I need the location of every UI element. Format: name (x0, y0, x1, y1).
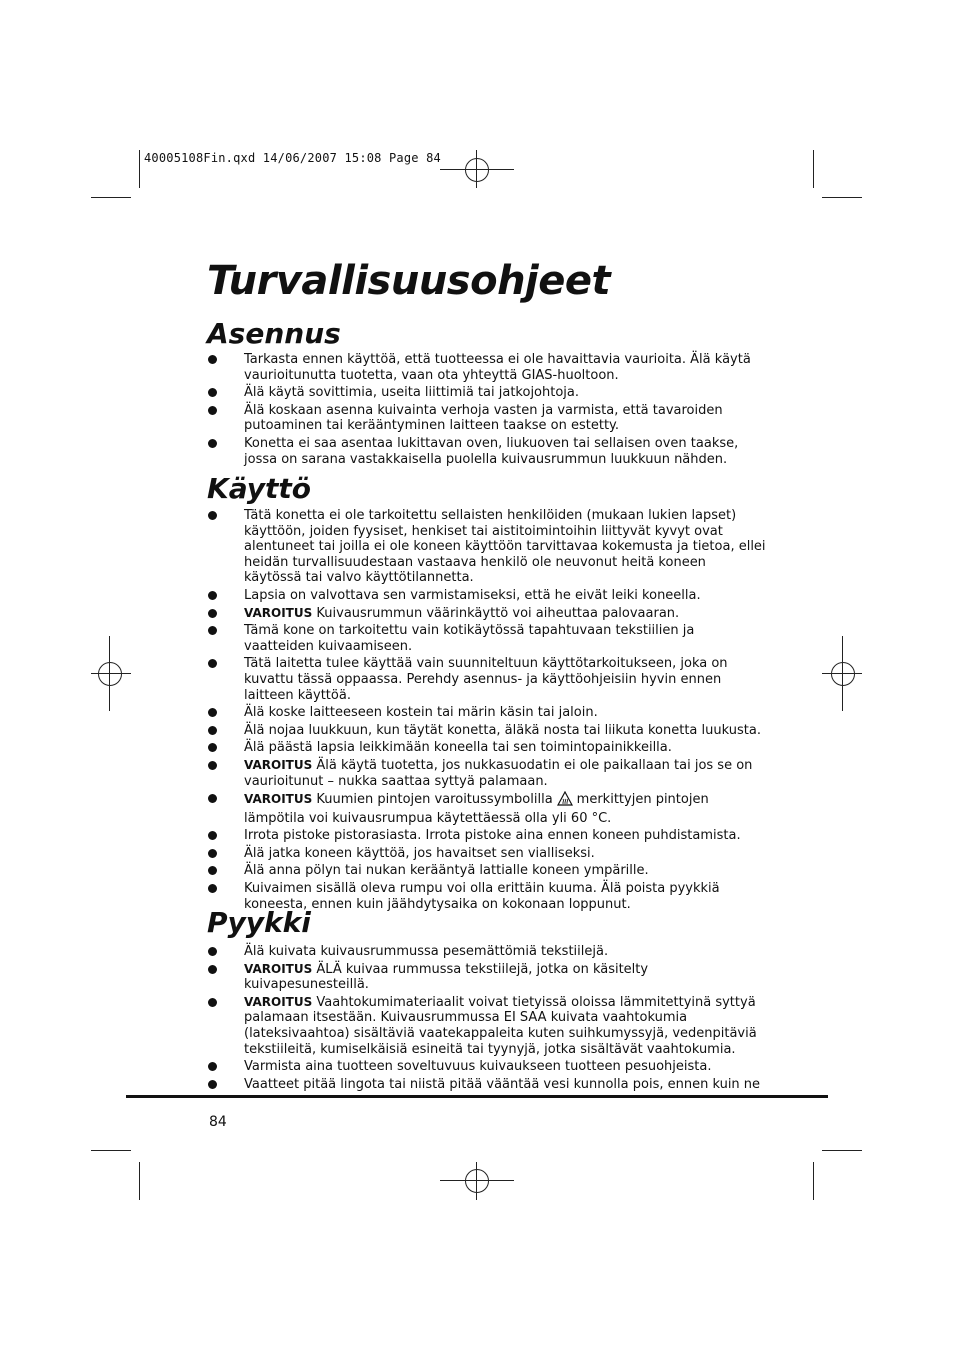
crop-mark (822, 1150, 862, 1151)
registration-mark-icon (465, 158, 489, 182)
item-text: Kuivausrummun väärinkäyttö voi aiheuttaa palovaaran. (316, 605, 680, 621)
warning-keyword: VAROITUS (244, 757, 313, 772)
crop-mark (813, 1162, 814, 1200)
list-item (207, 1077, 767, 1093)
page-title: Turvallisuusohjeet (207, 258, 611, 304)
crop-mark (813, 150, 814, 188)
crop-mark (91, 673, 131, 674)
bullet-icon (208, 743, 217, 752)
list-item (207, 758, 767, 789)
list-kaytto (207, 508, 767, 914)
item-text: Konetta ei saa asentaa lukittavan oven, liukuoven tai sellaisen oven taakse, jossa on sarana vastakkaisella puolella kuivausrummun luukkuun nähden. (244, 435, 739, 467)
list-item (207, 962, 767, 993)
list-item (207, 846, 767, 862)
crop-mark (476, 1162, 477, 1200)
item-text: Vaahtokumimateriaalit voivat tietyissä oloissa lämmitettyinä syttyä palamaan itsestään. Kuivausrummussa EI SAA kuivata vaahtokumia (lateksivaahtoa) sisältäviä vaatekappaleita kuten suihkumyssyjä, vedenpitäviä tekstiileitä, kumiselkäisiä esineitä tai tyynyjä, jotka sisältävät vaahtokumia. (244, 994, 757, 1057)
list-pyykki (207, 944, 767, 1094)
crop-mark (822, 673, 862, 674)
registration-mark-icon (98, 662, 122, 686)
item-text: Kuivaimen sisällä oleva rumpu voi olla erittäin kuuma. Älä poista pyykkiä koneesta, ennen kuin jäähdytysaika on kokonaan loppunut. (244, 881, 720, 912)
item-text: Älä päästä lapsia leikkimään koneella tai sen toimintopainikkeilla. (244, 740, 672, 756)
list-item (207, 403, 767, 434)
bullet-icon (208, 866, 217, 875)
bullet-icon (208, 998, 217, 1007)
crop-mark (91, 1150, 131, 1151)
bullet-icon (208, 626, 217, 635)
item-text: Lapsia on valvottava sen varmistamiseksi, että he eivät leiki koneella. (244, 587, 701, 603)
item-text: Tätä konetta ei ole tarkoitettu sellaisten henkilöiden (mukaan lukien lapset) käyttöön, joiden fyysiset, henkiset tai aistitoimintoihin liittyvät kyvyt ovat alentuneet tai joilla ei ole koneen käyttöön tarvittavaa kokemusta ja tietoa, ellei heidän turvallisuudestaan vastaava henkilö ole neuvonut heitä koneen käytössä tai valvo käyttötilannetta. (244, 508, 766, 586)
list-asennus (207, 352, 767, 469)
item-text: Älä käytä tuotetta, jos nukkasuodatin ei ole paikallaan tai jos se on vaurioitunut – nukka saattaa syttyä palamaan. (244, 757, 753, 789)
crop-mark (822, 197, 862, 198)
bullet-icon (208, 965, 217, 974)
bullet-icon (208, 884, 217, 893)
section-heading-asennus: Asennus (207, 317, 341, 350)
list-item (207, 828, 767, 844)
list-item (207, 740, 767, 756)
bullet-icon (208, 947, 217, 956)
list-item (207, 656, 767, 703)
item-text-continued: merkittyjen pintojen lämpötila voi kuivausrumpua käytettäessä olla yli 60 °C. (244, 792, 709, 826)
bullet-icon (208, 406, 217, 415)
item-text: ÄLÄ kuivaa rummussa tekstiilejä, jotka on käsitelty kuivapesunesteillä. (244, 961, 649, 993)
bullet-icon (208, 849, 217, 858)
bullet-icon (208, 355, 217, 364)
item-text: Irrota pistoke pistorasiasta. Irrota pistoke aina ennen koneen puhdistamista. (244, 828, 741, 844)
bullet-icon (208, 511, 217, 520)
item-text: Älä anna pölyn tai nukan kerääntyä lattialle koneen ympärille. (244, 863, 649, 879)
bullet-icon (208, 591, 217, 600)
list-item (207, 508, 767, 586)
list-item (207, 385, 767, 401)
bullet-icon (208, 439, 217, 448)
page-number: 84 (209, 1114, 227, 1130)
item-text: Varmista aina tuotteen soveltuvuus kuivaukseen tuotteen pesuohjeista. (244, 1059, 712, 1075)
item-text: Tämä kone on tarkoitettu vain kotikäytössä tapahtuvaan tekstiilien ja vaatteiden kuivaamiseen. (244, 623, 695, 654)
section-heading-pyykki: Pyykki (207, 906, 311, 939)
bullet-icon (208, 1062, 217, 1071)
warning-keyword: VAROITUS (244, 605, 313, 620)
footer-rule (126, 1095, 828, 1098)
bullet-icon (208, 1080, 217, 1089)
list-item (207, 588, 767, 604)
bullet-icon (208, 761, 217, 770)
list-item (207, 606, 767, 622)
list-item (207, 791, 767, 826)
crop-mark (440, 169, 514, 170)
item-text: Tätä laitetta tulee käyttää vain suunniteltuun käyttötarkoitukseen, joka on kuvattu tässä oppaassa. Perehdy asennus- ja käyttöohjeisiin hyvin ennen laitteen käyttöä. (244, 656, 728, 703)
item-text: Kuumien pintojen varoitussymbolilla (316, 792, 553, 808)
list-item (207, 1059, 767, 1075)
print-slug: 40005108Fin.qxd 14/06/2007 15:08 Page 84 (144, 151, 441, 165)
list-item (207, 705, 767, 721)
bullet-icon (208, 609, 217, 618)
list-item (207, 944, 767, 960)
item-text: Älä koskaan asenna kuivainta verhoja vasten ja varmista, että tavaroiden putoaminen tai kerääntyminen laitteen taakse on estetty. (244, 402, 723, 434)
bullet-icon (208, 659, 217, 668)
item-text: Älä koske laitteeseen kostein tai märin käsin tai jaloin. (244, 705, 598, 721)
hot-surface-warning-icon (557, 791, 573, 811)
crop-mark (139, 150, 140, 188)
list-item (207, 436, 767, 467)
item-text: Älä jatka koneen käyttöä, jos havaitset sen vialliseksi. (244, 845, 595, 861)
item-text: Tarkasta ennen käyttöä, että tuotteessa ei ole havaittavia vaurioita. Älä käytä vaurioitunutta tuotetta, vaan ota yhteyttä GIAS-huoltoon. (244, 352, 751, 383)
item-text: Älä kuivata kuivausrummussa pesemättömiä tekstiilejä. (244, 944, 609, 959)
crop-mark (91, 197, 131, 198)
registration-mark-icon (465, 1169, 489, 1193)
crop-mark (440, 1180, 514, 1181)
warning-keyword: VAROITUS (244, 792, 313, 807)
list-item (207, 623, 767, 654)
bullet-icon (208, 831, 217, 840)
registration-mark-icon (831, 662, 855, 686)
bullet-icon (208, 708, 217, 717)
bullet-icon (208, 726, 217, 735)
item-text: Vaatteet pitää lingota tai niistä pitää vääntää vesi kunnolla pois, ennen kuin ne (244, 1076, 761, 1092)
crop-mark (139, 1162, 140, 1200)
list-item (207, 352, 767, 383)
item-text: Älä käytä sovittimia, useita liittimiä tai jatkojohtoja. (244, 385, 580, 401)
item-text: Älä nojaa luukkuun, kun täytät konetta, äläkä nosta tai liikuta konetta luukusta. (244, 722, 761, 738)
list-item (207, 723, 767, 739)
list-item (207, 995, 767, 1057)
bullet-icon (208, 388, 217, 397)
warning-keyword: VAROITUS (244, 961, 313, 976)
section-heading-kaytto: Käyttö (207, 472, 311, 505)
list-item (207, 863, 767, 879)
bullet-icon (208, 794, 217, 803)
warning-keyword: VAROITUS (244, 994, 313, 1009)
